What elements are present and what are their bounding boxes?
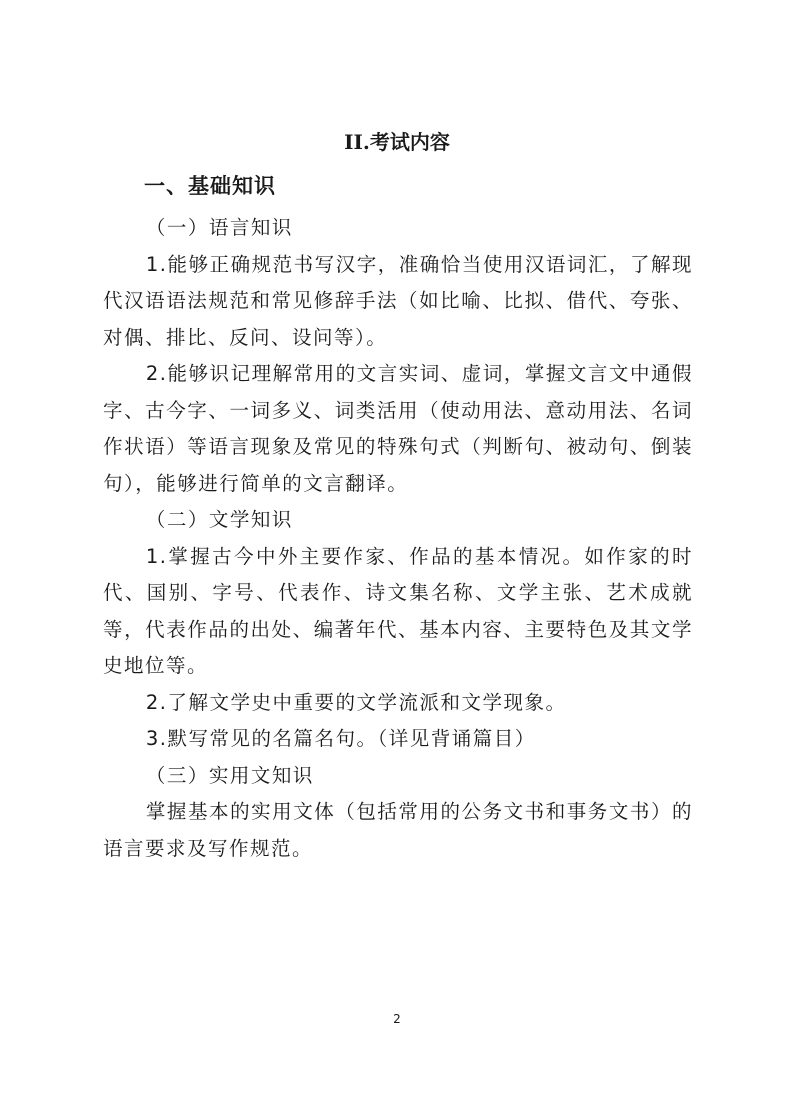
subsection-heading-language: （一）语言知识 [145,216,293,239]
document-title: II.考试内容 [344,130,450,154]
paragraph-literature-2: 2.了解文学史中重要的文学流派和文学现象。 [145,690,567,714]
section-heading: 一、基础知识 [144,174,276,198]
page-number: 2 [393,1012,401,1026]
body-text [103,210,693,867]
paragraph-literature-3: 3.默写常见的名篇名句。（详见背诵篇目） [145,727,536,750]
subsection-heading-practical: （三）实用文知识 [145,763,314,787]
paragraph-practical-1: 掌握基本的实用文体（包括常用的公务文书和事务文书）的语言要求及写作规范。 [103,800,693,860]
paragraph-language-1: 1.能够正确规范书写汉字，准确恰当使用汉语词汇，了解现代汉语语法规范和常见修辞手法（如比喻、比拟、借代、夸张、对偶、排比、反问、设问等）。 [103,252,693,349]
paragraph-language-2: 2.能够识记理解常用的文言实词、虚词，掌握文言文中通假字、古今字、一词多义、词类活用（使动用法、意动用法、名词作状语）等语言现象及常见的特殊句式（判断句、被动句、倒装句），能够进行简单的文言翻译。 [103,362,693,495]
paragraph-literature-1: 1.掌握古今中外主要作家、作品的基本情况。如作家的时代、国别、字号、代表作、诗文集名称、文学主张、艺术成就等，代表作品的出处、编著年代、基本内容、主要特色及其文学史地位等。 [103,544,693,677]
subsection-heading-literature: （二）文学知识 [145,508,293,531]
